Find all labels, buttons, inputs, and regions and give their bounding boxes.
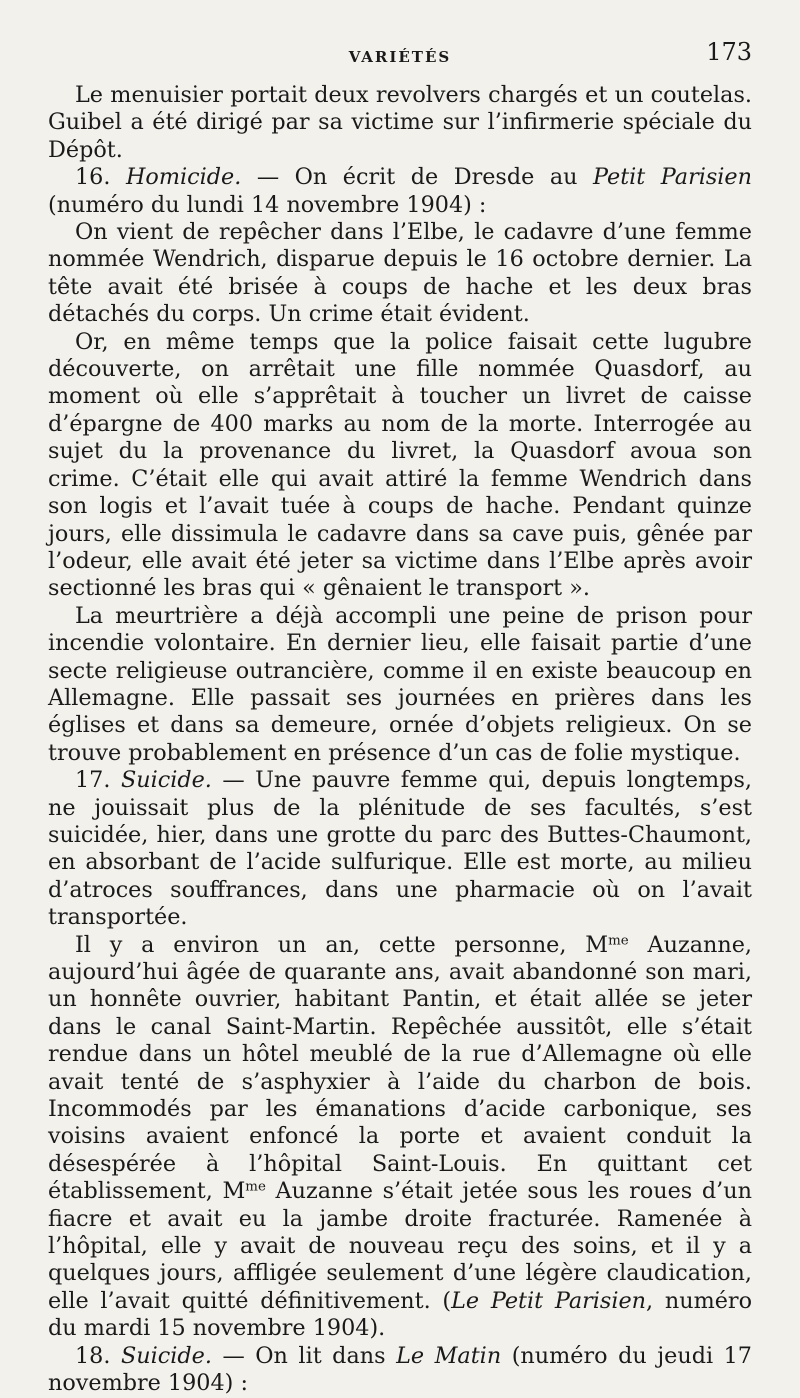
text-segment: (numéro du lundi 14 novembre 1904) : [48, 191, 487, 218]
text-segment: 16. [75, 164, 126, 191]
italic-text: Homicide. [125, 164, 242, 191]
italic-text: Suicide. [120, 767, 212, 794]
text-segment: Auzanne s’était jetée sous les roues d’un fiacre et avait eu la jambe droite fracturée. Ramenée à l’hôpital, elle y avait de nouveau reçu des soins, et il y a quelques jours, affligée seulement d’une légère claudication, elle l’avait quitté définitivement. ( [48, 1178, 752, 1314]
paragraph [48, 329, 752, 603]
italic-text: Le Petit Parisien [451, 1287, 647, 1314]
text-segment: (numéro du jeudi 17 novembre 1904) : [48, 1342, 752, 1397]
section-title: VARIÉTÉS [348, 48, 452, 66]
page-number: 173 [706, 38, 752, 66]
superscript-text: me [608, 933, 629, 949]
text-segment: , numéro du mardi 15 novembre 1904). [48, 1287, 752, 1342]
text-segment: 17. [75, 767, 121, 794]
paragraph [48, 164, 752, 219]
text-segment: Auzanne, aujourd’hui âgée de quarante ans, avait abandonné son mari, un honnête ouvrier, habitant Pantin, et était allée se jeter dans le canal Saint-Martin. Repêchée aussitôt, elle s’était rendue dans un hôtel meublé de la rue d’Allemagne où elle avait tenté de s’asphyxier à l’aide du charbon de bois. Incommodés par les émanations d’acide carbonique, ses voisins avaient enfoncé la porte et avaient conduit la désespérée à l’hôpital Saint-Louis. En quittant cet établissement, M [48, 931, 753, 1205]
paragraph [48, 932, 752, 1343]
text-segment: — On écrit de Dresde au [241, 164, 594, 191]
paragraph [48, 219, 752, 329]
paragraph [48, 603, 752, 767]
body-text [48, 82, 752, 1398]
text-segment: Or, en même temps que la police faisait cette lugubre découverte, on arrêtait une fille nommée Quasdorf, au moment où elle s’apprêtait à toucher un livret de caisse d’épargne de 400 marks au nom de la morte. Interrogée au sujet du la provenance du livret, la Quasdorf avoua son crime. C’était elle qui avait attiré la femme Wendrich dans son logis et l’avait tuée à coups de hache. Pendant quinze jours, elle dissimula le cadavre dans sa cave puis, gênée par l’odeur, elle avait été jeter sa victime dans l’Elbe après avoir sectionné les bras qui « gênaient le transport ». [48, 328, 752, 602]
paragraph [48, 1343, 752, 1398]
running-head [48, 38, 752, 82]
text-segment: On vient de repêcher dans l’Elbe, le cadavre d’une femme nommée Wendrich, disparue depuis le 16 octobre dernier. La tête avait été brisée à coups de hache et les deux bras détachés du corps. Un crime était évident. [48, 219, 752, 328]
italic-text: Le Matin [396, 1342, 502, 1369]
text-segment: 18. [75, 1342, 121, 1369]
text-segment: Le menuisier portait deux revolvers chargés et un coutelas. Guibel a été dirigé par sa victime sur l’infirmerie spéciale du Dépôt. [48, 82, 752, 163]
text-segment: — On lit dans [211, 1342, 397, 1369]
superscript-text: me [245, 1179, 266, 1195]
text-segment: La meurtrière a déjà accompli une peine de prison pour incendie volontaire. En dernier lieu, elle faisait partie d’une secte religieuse outrancière, comme il en existe beaucoup en Allemagne. Elle passait ses journées en prières dans les églises et dans sa demeure, ornée d’objets religieux. On se trouve probablement en présence d’un cas de folie mystique. [48, 602, 752, 766]
paragraph [48, 767, 752, 931]
italic-text: Petit Parisien [593, 164, 752, 191]
paragraph [48, 82, 752, 164]
text-segment: Il y a environ un an, cette personne, M [75, 931, 609, 958]
italic-text: Suicide. [120, 1342, 212, 1369]
text-segment: — Une pauvre femme qui, depuis longtemps, ne jouissait plus de la plénitude de ses facultés, s’est suicidée, hier, dans une grotte du parc des Buttes-Chaumont, en absorbant de l’acide sulfurique. Elle est morte, au milieu d’atroces souffrances, dans une pharmacie où on l’avait transportée. [48, 767, 752, 931]
